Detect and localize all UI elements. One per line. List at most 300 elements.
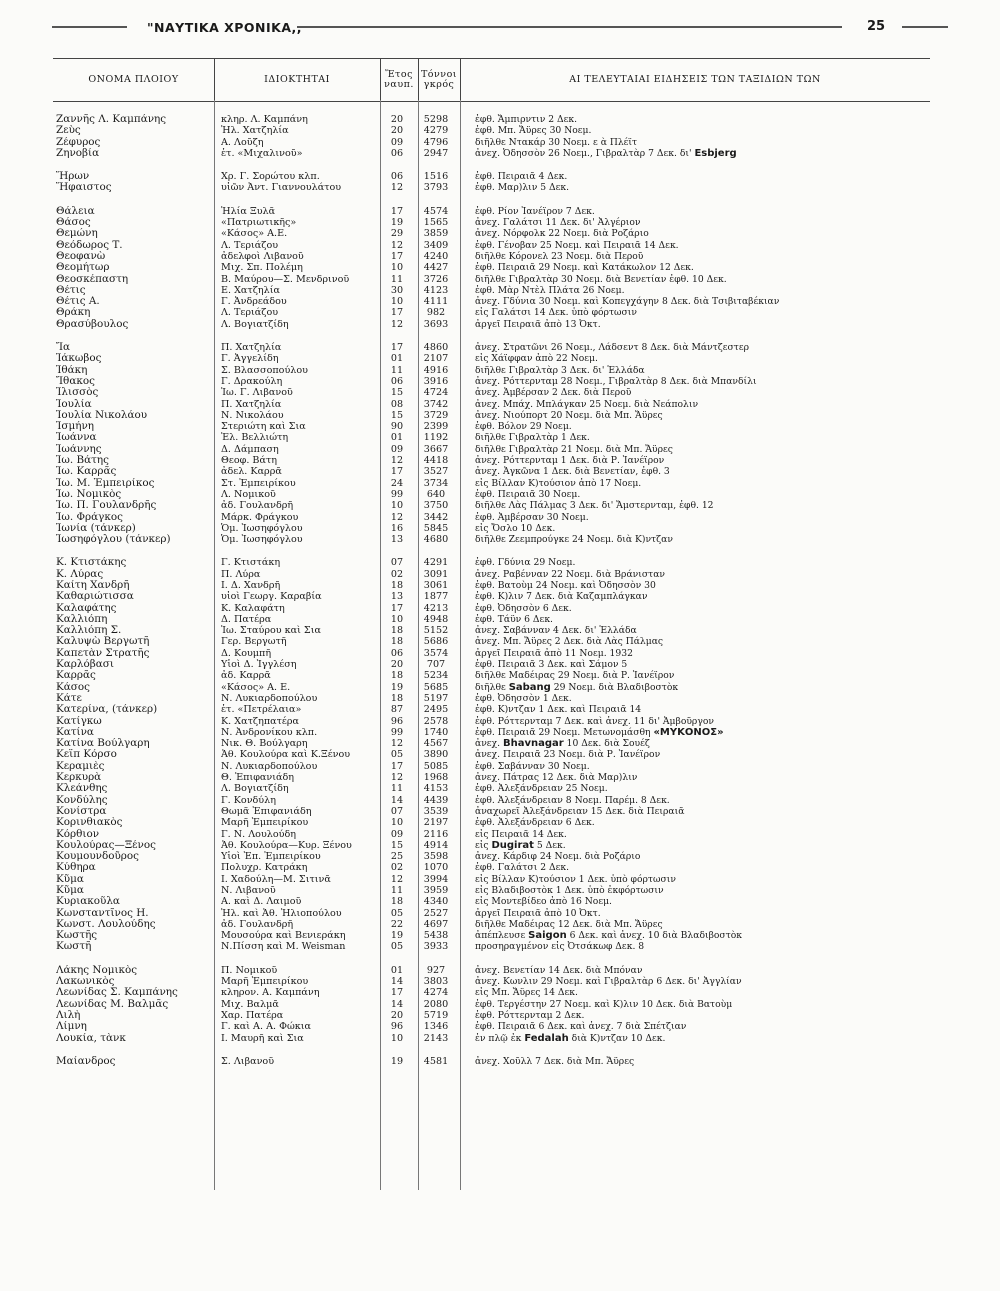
build-year: 02 <box>390 862 404 874</box>
gross-tons: 927 <box>426 964 446 976</box>
table-row <box>0 478 1000 489</box>
ship-name: Κορινθιακὸς <box>56 817 123 829</box>
gross-tons: 3793 <box>423 182 449 194</box>
ship-owner: Θ. Ἐπιφανιάδη <box>221 772 295 784</box>
gross-tons: 5152 <box>423 625 449 637</box>
journal-title: "ΝΑΥΤΙΚΑ ΧΡΟΝΙΚΑ,, <box>147 20 302 35</box>
ship-name: Θεοφανὼ <box>56 250 106 262</box>
table-row <box>0 591 1000 602</box>
ship-name: Καπετὰν Στρατῆς <box>56 647 150 659</box>
voyage-news <box>475 251 935 262</box>
voyage-news <box>475 761 935 772</box>
table-row <box>0 783 1000 794</box>
build-year: 06 <box>390 147 404 159</box>
gross-tons: 5234 <box>423 670 449 682</box>
table-row <box>0 896 1000 907</box>
voyage-news <box>475 557 935 568</box>
voyage-news-text: ἐφθ. Γαλάτσι 2 Δεκ. <box>475 862 570 874</box>
page-number: 25 <box>867 19 886 34</box>
gross-tons: 3959 <box>423 885 449 896</box>
ship-name: Λίμνη <box>56 1021 87 1033</box>
ship-owner: Χαρ. Πατέρα <box>221 1009 284 1021</box>
voyage-news <box>475 930 935 941</box>
gross-tons: 2578 <box>423 715 449 727</box>
build-year: 20 <box>390 1009 404 1021</box>
gross-tons: 3933 <box>423 941 449 953</box>
table-row <box>0 512 1000 523</box>
voyage-news <box>475 421 935 432</box>
voyage-news-text: εἰς Ὄσλο 10 Δεκ. <box>475 522 556 534</box>
voyage-news <box>475 228 935 239</box>
voyage-news-text: ἀργεῖ Πειραιᾶ ἀπὸ 11 Νοεμ. 1932 <box>475 647 633 659</box>
voyage-news <box>475 896 935 907</box>
gross-tons: 3859 <box>423 228 449 240</box>
ship-owner: υἱοὶ Γεωργ. Καραβία <box>221 591 322 603</box>
gross-tons: 2116 <box>423 828 449 840</box>
table-row <box>0 399 1000 410</box>
table-row <box>0 648 1000 659</box>
ship-name: Κωνστ. Λουλούδης <box>56 918 156 930</box>
voyage-news <box>475 399 935 410</box>
ship-name: Κατίγκω <box>56 715 102 727</box>
table-row <box>0 941 1000 952</box>
build-year: 06 <box>390 647 404 659</box>
build-year: 14 <box>390 976 404 988</box>
voyage-news <box>475 840 935 851</box>
voyage-news <box>475 307 935 318</box>
table-row <box>0 976 1000 987</box>
ship-owner: Ν.Πίσση καὶ Μ. Weisman <box>221 941 346 953</box>
ship-owner: Ν. Νικολάου <box>221 409 284 421</box>
ship-name: Ἴα <box>56 342 71 354</box>
voyage-news-text: ἐφθ. Κ)ντζαν 1 Δεκ. καὶ Πειραιᾶ 14 <box>475 704 642 716</box>
ship-owner: Α. καὶ Δ. Λαιμοῦ <box>221 896 302 908</box>
ship-owner: ἑτ. «Μιχαλινοῦ» <box>221 147 303 159</box>
gross-tons: 2107 <box>423 353 449 365</box>
gross-tons: 3091 <box>423 568 449 580</box>
voyage-news-text: εἰς Μοντεβίδεο ἀπὸ 16 Νοεμ. <box>475 896 612 908</box>
ship-group <box>0 965 1000 1044</box>
ship-name: Ζαννῆς Λ. Καμπάνης <box>56 114 167 125</box>
voyage-news <box>475 285 935 296</box>
build-year: 12 <box>390 182 404 194</box>
voyage-news-text: διῆλθε Γιβραλτὰρ 3 Δεκ. δι' Ἑλλάδα <box>475 364 645 376</box>
gross-tons: 640 <box>426 488 446 500</box>
voyage-news-text: εἰς Βίλλαν Κ)τούσιον ἀπὸ 17 Νοεμ. <box>475 477 642 489</box>
table-row <box>0 749 1000 760</box>
gross-tons: 3667 <box>423 443 449 455</box>
voyage-news-text: ἀνεχ. Κάρδιφ 24 Νοεμ. διὰ Ροζάριο <box>475 851 641 863</box>
table-row <box>0 307 1000 318</box>
voyage-news <box>475 716 935 727</box>
voyage-news-text: ἐφθ. Γένοβαν 25 Νοεμ. καὶ Πειραιᾶ 14 Δεκ. <box>475 239 679 251</box>
build-year: 90 <box>390 421 404 433</box>
voyage-news <box>475 874 935 885</box>
voyage-news-text: ἐφθ. Πειραιᾶ 30 Νοεμ. <box>475 488 581 500</box>
ship-name: Κωνσταντῖνος Η. <box>56 907 149 919</box>
voyage-news <box>475 659 935 670</box>
voyage-news <box>475 795 935 806</box>
table-row <box>0 999 1000 1010</box>
ship-name: Λεωνίδας Μ. Βαλμᾶς <box>56 998 169 1010</box>
voyage-news <box>475 851 935 862</box>
ship-owner: Στ. Ἐμπειρίκου <box>221 477 296 489</box>
voyage-news-text: ἀνεχ. Γδύνια 30 Νοεμ. καὶ Κοπεγχάγην 8 Δεκ. διὰ Τσιβιταβέκιαν <box>475 296 780 308</box>
voyage-news <box>475 885 935 896</box>
gross-tons: 4796 <box>423 136 449 148</box>
gross-tons: 4948 <box>423 613 449 625</box>
voyage-news <box>475 410 935 421</box>
voyage-news-text: ἐφθ. Τάϋν 6 Δεκ. <box>475 613 553 625</box>
ship-owner: Λ. Νομικοῦ <box>221 488 276 500</box>
voyage-news-text: ἀνεχ. Μπ. Ἄϋρες 2 Δεκ. διὰ Λὰς Πάλμας <box>475 636 664 648</box>
ship-owner: Μαρῆ Ἐμπειρίκου <box>221 976 309 988</box>
voyage-news-text: ἐφθ. Πειραιᾶ 3 Δεκ. καὶ Σάμον 5 <box>475 659 628 671</box>
gross-tons: 3442 <box>423 511 449 523</box>
voyage-news-text: ἐφθ. Ὀδησσὸν 6 Δεκ. <box>475 602 572 614</box>
voyage-news <box>475 1010 935 1021</box>
ship-group <box>0 342 1000 545</box>
ship-name: Κωστῆς <box>56 930 98 942</box>
build-year: 96 <box>390 1021 404 1033</box>
ship-name: Θεομήτωρ <box>56 262 110 274</box>
ship-name: Ἰω. Μ. Ἐμπειρίκος <box>56 477 155 489</box>
gross-tons: 2527 <box>423 907 449 919</box>
build-year: 17 <box>390 466 404 478</box>
voyage-news-text-after: 6 Δεκ. καὶ ἀνεχ. 10 διὰ Βλαδιβοστὸκ <box>569 930 743 942</box>
voyage-news-text: ἐφθ. Σαβάνναν 30 Νοεμ. <box>475 760 590 772</box>
table-row <box>0 1021 1000 1032</box>
gross-tons: 707 <box>426 659 446 671</box>
ship-owner: Πολυχρ. Κατράκη <box>221 862 308 874</box>
gross-tons: 4581 <box>423 1055 449 1067</box>
build-year: 10 <box>390 296 404 308</box>
build-year: 19 <box>390 930 404 942</box>
build-year: 12 <box>390 239 404 251</box>
voyage-news-text: διῆλθε <box>475 681 506 693</box>
gross-tons: 1877 <box>423 591 449 603</box>
table-row <box>0 919 1000 930</box>
ship-group <box>0 114 1000 159</box>
table-row <box>0 523 1000 534</box>
table-row <box>0 171 1000 182</box>
ship-name: Θέτις <box>56 284 86 296</box>
table-row <box>0 659 1000 670</box>
gross-tons: 3890 <box>423 749 449 761</box>
gross-tons: 4274 <box>423 987 449 999</box>
gross-tons: 5845 <box>423 522 449 534</box>
voyage-news-text: ἐφθ. Γδύνια 29 Νοεμ. <box>475 557 576 569</box>
ship-owner: Θωμᾶ Ἐπιφανιάδη <box>221 805 312 817</box>
gross-tons: 4111 <box>423 296 449 308</box>
gross-tons: 4153 <box>423 783 449 795</box>
gross-tons: 2947 <box>423 147 449 159</box>
voyage-news <box>475 319 935 330</box>
voyage-news-port: Saigon <box>528 930 567 942</box>
voyage-news <box>475 432 935 443</box>
gross-tons: 3574 <box>423 647 449 659</box>
voyage-news <box>475 670 935 681</box>
voyage-news-text: ἐφθ. Μὰρ Ντὲλ Πλάτα 26 Νοεμ. <box>475 284 625 296</box>
table-row <box>0 614 1000 625</box>
voyage-news <box>475 114 935 125</box>
voyage-news <box>475 693 935 704</box>
header-rule-middle <box>297 26 842 28</box>
ship-owner: κληρον. Α. Καμπάνη <box>221 987 320 999</box>
gross-tons: 5298 <box>423 114 449 125</box>
voyage-news-text: διῆλθε Γιβραλτὰρ 1 Δεκ. <box>475 432 590 444</box>
voyage-news-text: ἐφθ. Ρόττερνταμ 7 Δεκ. καὶ ἀνεχ. 11 δι' Ἀμβοῦργον <box>475 715 714 727</box>
ship-owner: Γ. Ν. Λουλούδη <box>221 828 296 840</box>
voyage-news-text: ἐφθ. Πειραιᾶ 4 Δεκ. <box>475 171 568 183</box>
voyage-news <box>475 455 935 466</box>
ship-name: Λουκία, τὰνκ <box>56 1032 126 1044</box>
build-year: 11 <box>390 885 404 896</box>
gross-tons: 4279 <box>423 125 449 137</box>
ship-owner: κληρ. Λ. Καμπάνη <box>221 114 308 125</box>
column-header-news: ΑΙ ΤΕΛΕΥΤΑΙΑΙ ΕΙΔΗΣΕΙΣ ΤΩΝ ΤΑΞΙΔΙΩΝ ΤΩΝ <box>569 74 821 86</box>
ship-name: Κῦμα <box>56 873 84 885</box>
build-year: 18 <box>390 636 404 648</box>
voyage-news <box>475 614 935 625</box>
ship-name: Κερκυρὰ <box>56 772 102 784</box>
gross-tons: 5085 <box>423 760 449 772</box>
ship-name: Καλαφάτης <box>56 602 117 614</box>
voyage-news <box>475 941 935 952</box>
build-year: 07 <box>390 557 404 569</box>
voyage-news <box>475 296 935 307</box>
build-year: 18 <box>390 670 404 682</box>
ship-name: Μαίανδρος <box>56 1055 116 1067</box>
ship-name: Ἰωσηφόγλου (τάνκερ) <box>56 534 171 546</box>
build-year: 14 <box>390 998 404 1010</box>
voyage-news-port: Bhavnagar <box>502 738 564 750</box>
ship-name: Θεόδωρος Τ. <box>56 239 123 251</box>
build-year: 99 <box>390 488 404 500</box>
table-row <box>0 182 1000 193</box>
voyage-news-text: ἀνεχ. Γαλάτσι 11 Δεκ. δι' Ἀλγέριον <box>475 217 641 229</box>
voyage-news <box>475 125 935 136</box>
build-year: 20 <box>390 125 404 137</box>
gross-tons: 1346 <box>423 1021 449 1033</box>
gross-tons: 4291 <box>423 557 449 569</box>
ship-name: Καλλιόπη Σ. <box>56 625 122 637</box>
voyage-news-text: ἀνεχ. Ρόττερνταμ 28 Νοεμ., Γιβραλτὰρ 8 Δεκ. διὰ Μπανδίλι <box>475 375 757 387</box>
gross-tons: 4567 <box>423 738 449 750</box>
voyage-news <box>475 727 935 738</box>
ship-owner: Μουσούρα καὶ Βενιεράκη <box>221 930 346 942</box>
ship-name: Θρασύβουλος <box>56 318 129 330</box>
build-year: 17 <box>390 250 404 262</box>
voyage-news-port: Sabang <box>508 681 551 693</box>
voyage-news <box>475 682 935 693</box>
table-row <box>0 806 1000 817</box>
ship-owner: Ἰω. Γ. Λιβανοῦ <box>221 387 293 399</box>
voyage-news <box>475 182 935 193</box>
table-row <box>0 137 1000 148</box>
table-row <box>0 206 1000 217</box>
build-year: 10 <box>390 613 404 625</box>
ship-name: Ἴθακος <box>56 375 95 387</box>
table-row <box>0 376 1000 387</box>
ship-name: Καλλιόπη <box>56 613 108 625</box>
ship-name: Λακωνικὸς <box>56 976 115 988</box>
voyage-news-text: διῆλθε Γιβραλτὰρ 30 Νοεμ. διὰ Βενετίαν ἐφθ. 10 Δεκ. <box>475 273 727 285</box>
ship-name: Κλεάνθης <box>56 783 108 795</box>
build-year: 17 <box>390 987 404 999</box>
build-year: 13 <box>390 591 404 603</box>
ship-name: Ἥφαιστος <box>56 182 112 194</box>
build-year: 14 <box>390 794 404 806</box>
ship-owner: Ὁμ. Ἰωσηφόγλου <box>221 522 303 534</box>
ship-owner: ἀδ. Καρρᾶ <box>221 670 271 682</box>
voyage-news <box>475 489 935 500</box>
gross-tons: 5438 <box>423 930 449 942</box>
build-year: 10 <box>390 500 404 512</box>
ship-owner: Β. Μαύρου—Σ. Μενδρινοῦ <box>221 273 350 285</box>
voyage-news-text: εἰς Βλαδιβοστὸκ 1 Δεκ. ὑπὸ ἐκφόρτωσιν <box>475 885 664 896</box>
build-year: 10 <box>390 1032 404 1044</box>
gross-tons: 4574 <box>423 205 449 217</box>
table-row <box>0 625 1000 636</box>
table-row <box>0 148 1000 159</box>
voyage-news <box>475 976 935 987</box>
gross-tons: 5686 <box>423 636 449 648</box>
build-year: 15 <box>390 409 404 421</box>
build-year: 18 <box>390 579 404 591</box>
voyage-news-text: ἀργεῖ Πειραιᾶ ἀπὸ 13 Ὀκτ. <box>475 318 601 330</box>
ship-owner: Κ. Καλαφάτη <box>221 602 285 614</box>
gross-tons: 1565 <box>423 217 449 229</box>
ship-name: Καλυψὼ Βεργωτῆ <box>56 636 150 648</box>
build-year: 09 <box>390 136 404 148</box>
voyage-news-text: εἰς Χάϊφφαν ἀπὸ 22 Νοεμ. <box>475 353 598 365</box>
voyage-news-text: διῆλθε Μαδέιρας 29 Νοεμ. διὰ Ρ. Ἰανέϊρον <box>475 670 675 682</box>
voyage-news-text: ἐφθ. Βατοὺμ 24 Νοεμ. καὶ Ὀδησσὸν 30 <box>475 579 656 591</box>
ship-owner: Μιχ. Βαλμᾶ <box>221 998 279 1010</box>
ship-name: Κατίνα Βούλγαρη <box>56 738 150 750</box>
gross-tons: 1192 <box>423 432 449 444</box>
gross-tons: 4240 <box>423 250 449 262</box>
ship-owner: Θεοφ. Βάτη <box>221 455 278 467</box>
voyage-news-text: ἐφθ. Ἀλεξάνδρειαν 25 Νοεμ. <box>475 783 608 795</box>
ship-owner: Ι. Δ. Χανδρῆ <box>221 579 281 591</box>
voyage-news <box>475 783 935 794</box>
voyage-news-text: προσηραγμένον εἰς Ὀτσάκωφ Δεκ. 8 <box>475 941 645 953</box>
voyage-news-text: εἰς Βίλλαν Κ)τούσιον 1 Δεκ. ὑπὸ φόρτωσιν <box>475 873 676 885</box>
table-row <box>0 500 1000 511</box>
voyage-news <box>475 466 935 477</box>
ship-name: Κονδύλης <box>56 794 108 806</box>
table-row <box>0 240 1000 251</box>
build-year: 20 <box>390 659 404 671</box>
gross-tons: 3742 <box>423 398 449 410</box>
voyage-news <box>475 829 935 840</box>
table-row <box>0 874 1000 885</box>
table-row <box>0 885 1000 896</box>
build-year: 11 <box>390 783 404 795</box>
ship-owner: Ἠλ. Χατζηλία <box>221 125 289 137</box>
voyage-news <box>475 262 935 273</box>
gross-tons: 4427 <box>423 262 449 274</box>
gross-tons: 3527 <box>423 466 449 478</box>
ship-owner: Κ. Χατζηπατέρα <box>221 715 300 727</box>
voyage-news <box>475 512 935 523</box>
build-year: 10 <box>390 262 404 274</box>
ship-owner: Ὁμ. Ἰωσηφόγλου <box>221 534 303 546</box>
build-year: 11 <box>390 273 404 285</box>
voyage-news-text: ἀνεχ. <box>475 738 501 750</box>
voyage-news-text-after: 10 Δεκ. διὰ Σουέζ <box>566 738 650 750</box>
gross-tons: 2080 <box>423 998 449 1010</box>
voyage-news <box>475 478 935 489</box>
ship-owner: Μάρκ. Φράγκου <box>221 511 299 523</box>
gross-tons: 3061 <box>423 579 449 591</box>
ship-name: Καρρᾶς <box>56 670 96 682</box>
build-year: 06 <box>390 375 404 387</box>
voyage-news-text: ἐφθ. Πειραιᾶ 6 Δεκ. καὶ ἀνεχ. 7 διὰ Σπέτζιαν <box>475 1021 687 1033</box>
table-row <box>0 125 1000 136</box>
voyage-news <box>475 704 935 715</box>
build-year: 13 <box>390 534 404 546</box>
ship-name: Ἰωάννης <box>56 443 102 455</box>
ship-owner: Ι. Χαδούλη—Μ. Σιτινᾶ <box>221 873 331 885</box>
voyage-news-text: ἐφθ. Ἀλεξάνδρειαν 8 Νοεμ. Παρέμ. 8 Δεκ. <box>475 794 670 806</box>
ship-owner: Λ. Βογιατζίδη <box>221 783 289 795</box>
table-row <box>0 534 1000 545</box>
ship-owner: Σ. Βλασσοπούλου <box>221 364 308 376</box>
table-row <box>0 296 1000 307</box>
build-year: 16 <box>390 522 404 534</box>
build-year: 18 <box>390 625 404 637</box>
ship-owner: Ε. Χατζηλία <box>221 284 280 296</box>
voyage-news-text: ἐφθ. Τεργέστην 27 Νοεμ. καὶ Κ)λιν 10 Δεκ. διὰ Βατοὺμ <box>475 998 733 1010</box>
gross-tons: 5685 <box>423 681 449 693</box>
ship-owner: ἀδελ. Καρρᾶ <box>221 466 282 478</box>
ship-owner: Π. Χατζηλία <box>221 342 282 354</box>
build-year: 05 <box>390 907 404 919</box>
ship-owner: Δ. Δάμπαση <box>221 443 279 455</box>
gross-tons: 1516 <box>423 171 449 183</box>
gross-tons: 4340 <box>423 896 449 908</box>
gross-tons: 4724 <box>423 387 449 399</box>
table-row <box>0 682 1000 693</box>
ship-owner: Ἠλ. καὶ Ἀθ. Ἠλιοπούλου <box>221 907 342 919</box>
voyage-news-text: ἐφθ. Ἄμπιρντιν 2 Δεκ. <box>475 114 578 125</box>
voyage-news-text: ἐφθ. Πειραιᾶ 29 Νοεμ. Μετωνομάσθη <box>475 726 651 738</box>
ship-name: Καίτη Χανδρῆ <box>56 579 130 591</box>
table-row <box>0 851 1000 862</box>
voyage-news <box>475 603 935 614</box>
build-year: 10 <box>390 817 404 829</box>
build-year: 01 <box>390 432 404 444</box>
voyage-news-text: ἐφθ. Μπ. Ἄϋρες 30 Νοεμ. <box>475 125 592 137</box>
ship-owner: Ἀθ. Κουλούρα καὶ Κ.Ξένου <box>221 749 351 761</box>
voyage-news-text: ἐφθ. Ἀλεξάνδρειαν 6 Δεκ. <box>475 817 595 829</box>
table-row <box>0 274 1000 285</box>
voyage-news <box>475 1021 935 1032</box>
column-header-owners: ΙΔΙΟΚΤΗΤΑΙ <box>214 59 381 101</box>
ship-name: Κεΐπ Κόρσο <box>56 749 117 761</box>
voyage-news-text: εἰς Πειραιᾶ 14 Δεκ. <box>475 828 567 840</box>
ship-owner: Ι. Μαυρῆ καὶ Σια <box>221 1032 304 1044</box>
voyage-news-text: ἐφθ. Μαρ)λιν 5 Δεκ. <box>475 182 570 194</box>
ship-owner: Νικ. Θ. Βούλγαρη <box>221 738 308 750</box>
ship-owner: ἀδ. Γουλανδρῆ <box>221 918 294 930</box>
ship-owner: Ν. Λυκιαρδοπούλου <box>221 692 318 704</box>
build-year: 17 <box>390 205 404 217</box>
table-row <box>0 761 1000 772</box>
